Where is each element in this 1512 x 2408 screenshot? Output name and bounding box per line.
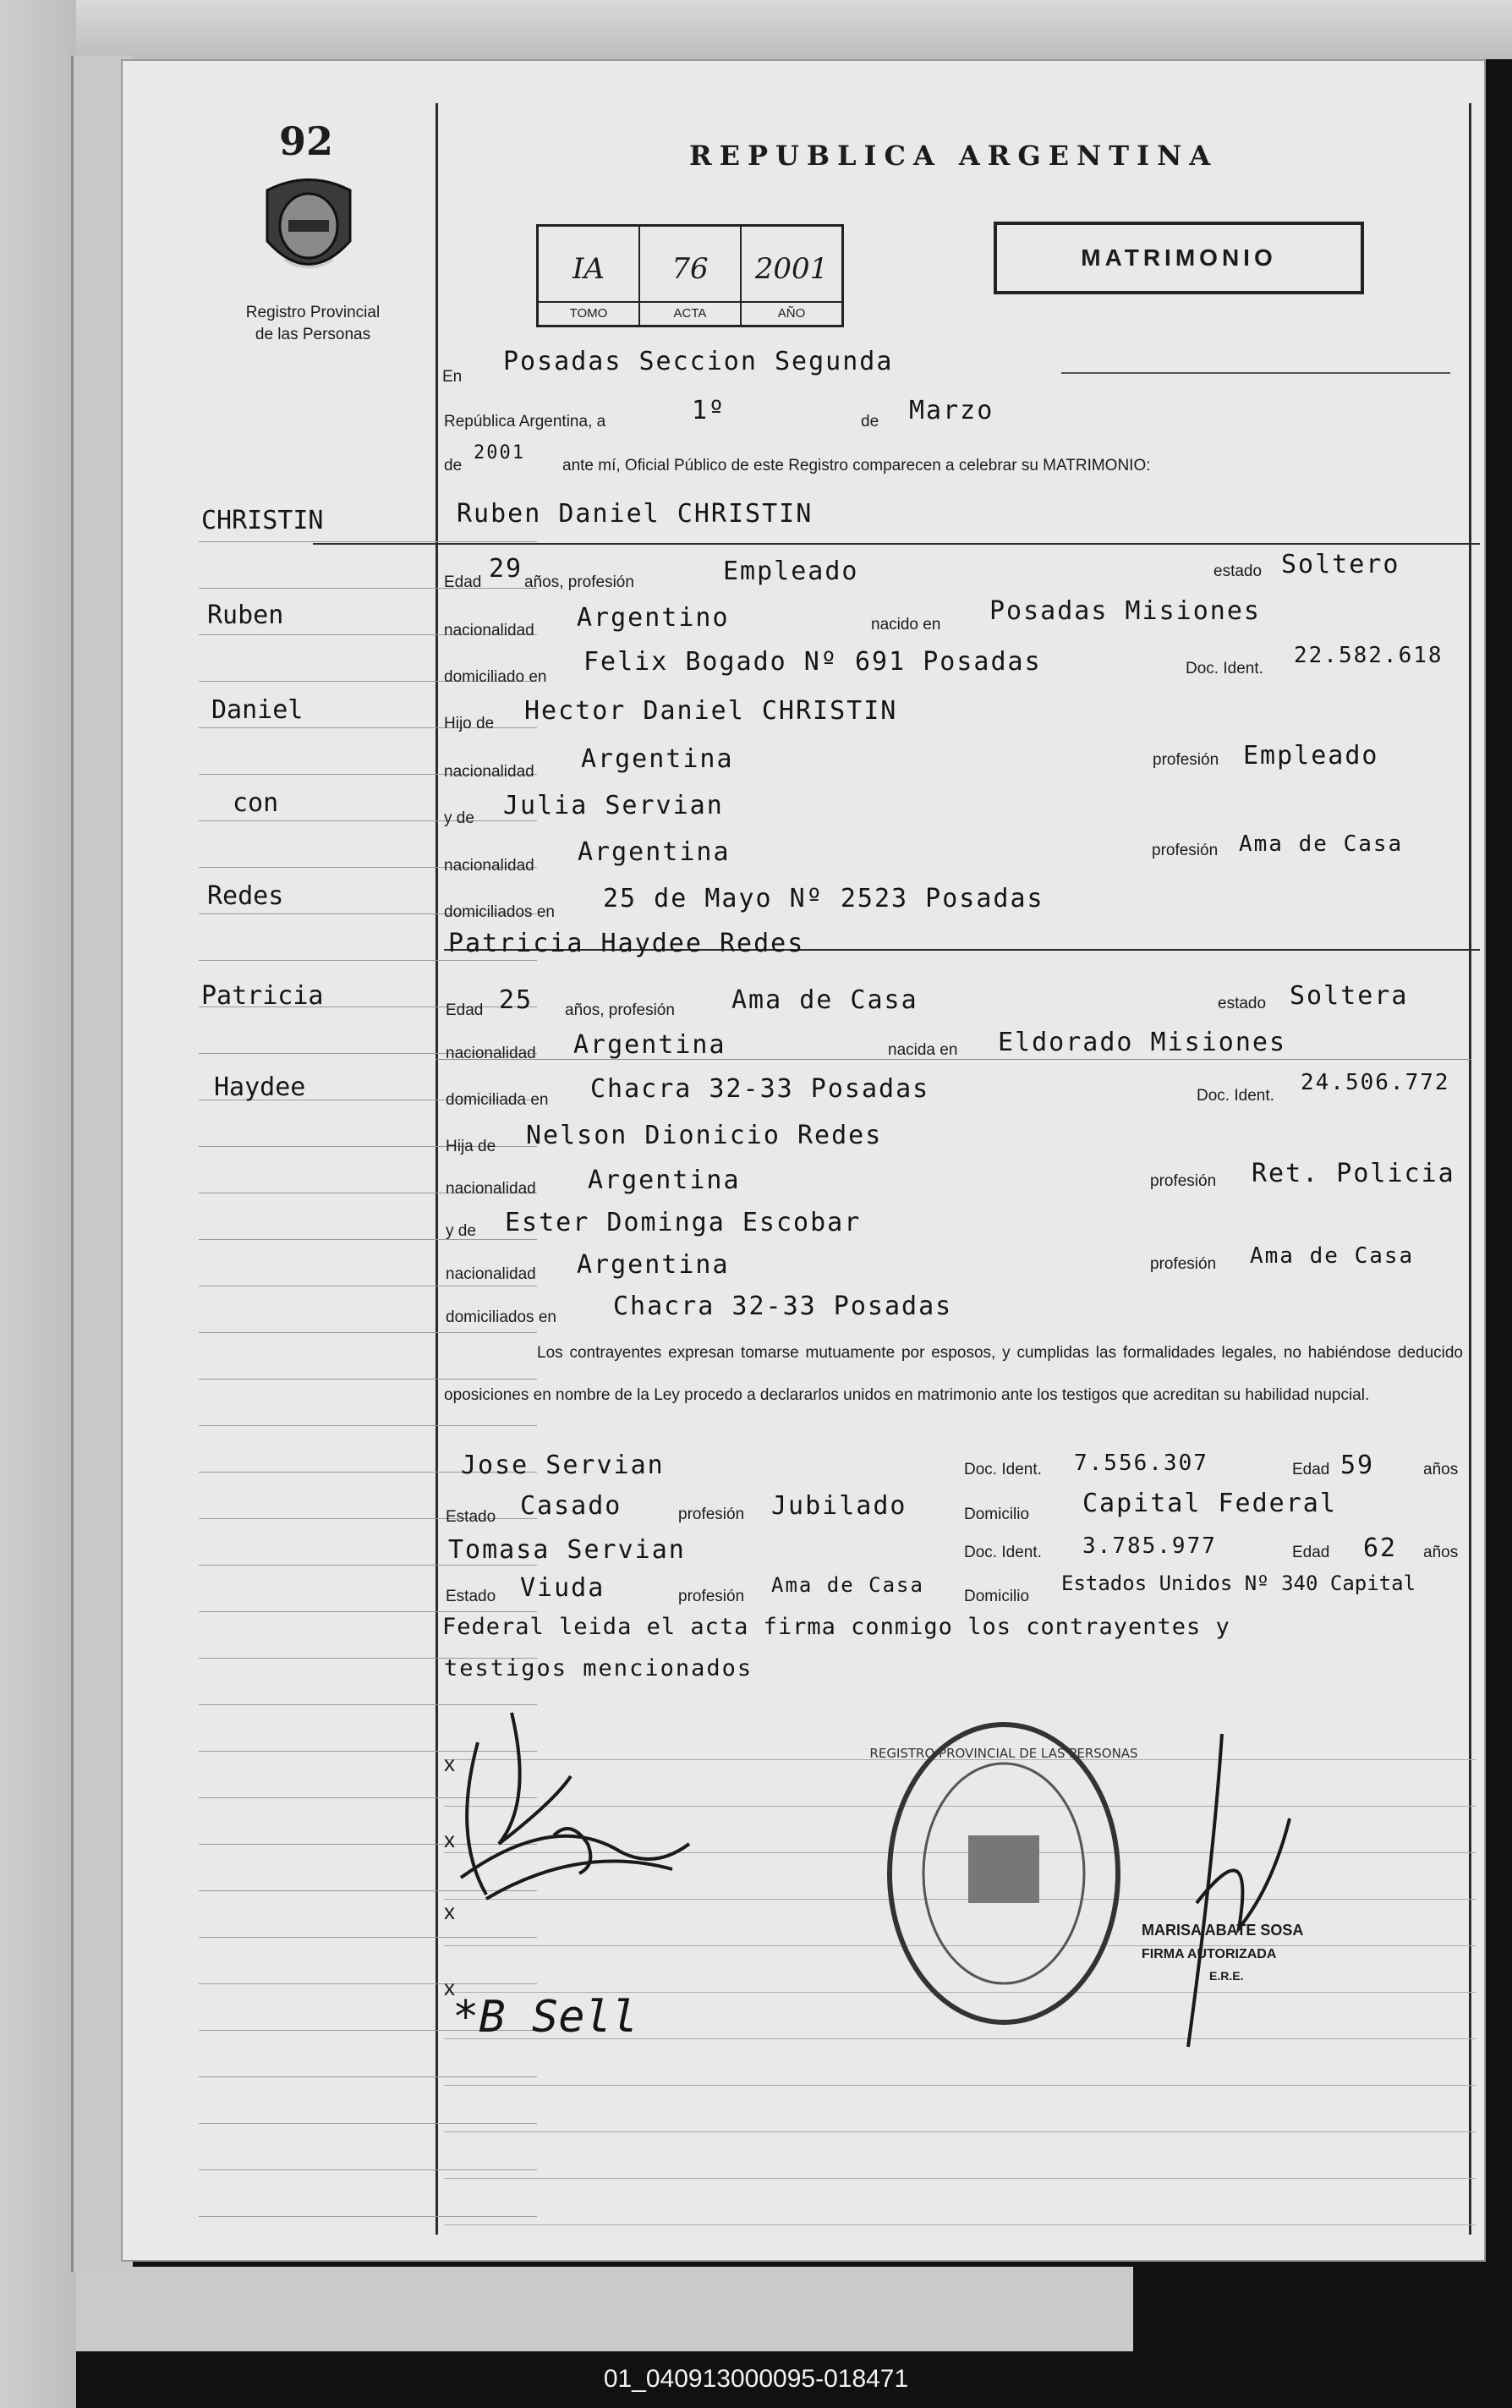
label-anos-prof: años, profesión	[565, 1001, 675, 1019]
groom-separator	[313, 543, 1480, 545]
act-type-box: MATRIMONIO	[994, 222, 1364, 294]
bride-name: Patricia Haydee Redes	[448, 929, 805, 958]
groom-nationality: Argentino	[577, 603, 730, 633]
groom-parents-address: 25 de Mayo Nº 2523 Posadas	[603, 884, 1044, 913]
bride-doc: 24.506.772	[1301, 1070, 1450, 1095]
witness-2-status: Viuda	[520, 1573, 605, 1603]
label-nacionalidad: nacionalidad	[446, 1265, 536, 1283]
groom-age: 29	[489, 554, 523, 584]
groom-mother-nationality: Argentina	[578, 837, 731, 867]
label-domicilio: Domicilio	[964, 1506, 1030, 1523]
tomo-cell	[539, 227, 640, 325]
ano-value: 2001	[754, 252, 829, 286]
label-edad: Edad	[1292, 1544, 1330, 1561]
margin-rule	[199, 1611, 537, 1612]
bride-mother-nationality: Argentina	[577, 1250, 730, 1280]
official-seal-icon	[869, 1717, 1138, 2030]
witness-1-address: Capital Federal	[1082, 1489, 1337, 1518]
ano-label: AÑO	[742, 301, 841, 325]
groom-mother: Julia Servian	[503, 791, 724, 820]
groom-father-nationality: Argentina	[581, 744, 734, 774]
witness-2-address: Estados Unidos Nº 340 Capital	[1061, 1572, 1416, 1595]
bride-father-nationality: Argentina	[588, 1166, 741, 1195]
margin-name-5: Redes	[207, 881, 284, 911]
groom-doc: 22.582.618	[1294, 643, 1444, 668]
seal-text: REGISTRO PROVINCIAL DE LAS PERSONAS	[869, 1746, 1138, 1761]
declaration-text: Los contrayentes expresan tomarse mutuamente por esposos, y cumplidas las formalidades legales, no habiéndose deducido oposiciones en nombre de la Ley procedo a declararlos unidos en matrimonio ante los testigos que acreditan su habilidad nupcial.	[444, 1344, 1463, 1404]
label-de2: de	[444, 457, 463, 474]
provincial-coat-of-arms-icon	[259, 173, 359, 285]
label-nacionalidad: nacionalidad	[444, 763, 534, 781]
label-doc: Doc. Ident.	[964, 1544, 1042, 1561]
official-title-stamp: FIRMA AUTORIZADA	[1142, 1947, 1277, 1961]
margin-rule	[199, 2123, 537, 2124]
acta-label: ACTA	[640, 301, 740, 325]
witness-1-name: Jose Servian	[461, 1451, 665, 1480]
label-domiciliados-en: domiciliados en	[446, 1308, 556, 1326]
margin-rule	[199, 1565, 537, 1566]
groom-birthplace: Posadas Misiones	[989, 596, 1261, 626]
groom-mother-profession: Ama de Casa	[1239, 831, 1404, 857]
witness-signature: *B Sell	[452, 1992, 638, 2043]
office-line-1: Registro Provincial	[245, 304, 381, 321]
witness-2-doc: 3.785.977	[1082, 1533, 1217, 1559]
label-estado: Estado	[446, 1588, 496, 1605]
label-nacionalidad: nacionalidad	[444, 622, 534, 639]
label-nacionalidad: nacionalidad	[444, 857, 534, 875]
witness-1-status: Casado	[520, 1491, 622, 1521]
registry-number-box	[536, 224, 844, 327]
body-rule	[444, 2085, 1476, 2086]
label-en: En	[442, 368, 463, 386]
margin-rule	[199, 1937, 537, 1938]
label-anos-prof: años, profesión	[524, 573, 634, 591]
margin-divider	[436, 103, 438, 2235]
label-doc: Doc. Ident.	[1197, 1087, 1274, 1105]
label-anos: años	[1423, 1544, 1459, 1561]
label-de: de	[861, 413, 879, 431]
witness-2-profession: Ama de Casa	[771, 1573, 924, 1597]
bride-mother: Ester Dominga Escobar	[505, 1208, 862, 1237]
label-profesion: profesión	[678, 1506, 745, 1523]
date-month: Marzo	[909, 396, 994, 425]
label-domiciliados-en: domiciliados en	[444, 903, 555, 921]
body-rule	[444, 2224, 1476, 2225]
margin-rule	[199, 960, 537, 961]
margin-rule	[199, 1425, 537, 1426]
label-edad: Edad	[1292, 1461, 1330, 1478]
scan-background-left	[0, 0, 76, 2408]
date-year: 2001	[474, 442, 525, 463]
bride-parents-address: Chacra 32-33 Posadas	[613, 1292, 953, 1321]
bride-father: Nelson Dionicio Redes	[526, 1121, 883, 1150]
margin-name-6: Patricia	[201, 981, 324, 1011]
ano-cell	[742, 227, 841, 325]
bride-father-profession: Ret. Policia	[1252, 1159, 1455, 1188]
official-code-stamp: E.R.E.	[1209, 1969, 1244, 1983]
acta-value: 76	[671, 252, 709, 286]
margin-rule	[199, 588, 537, 589]
label-doc: Doc. Ident.	[1186, 660, 1263, 677]
groom-profession: Empleado	[723, 557, 859, 586]
margin-name-1: CHRISTIN	[201, 506, 324, 535]
margin-name-2: Ruben	[207, 601, 284, 630]
bride-age: 25	[499, 985, 534, 1015]
groom-father-profession: Empleado	[1243, 741, 1379, 771]
intro-text: ante mí, Oficial Público de este Registro comparecen a celebrar su MATRIMONIO:	[562, 457, 1151, 474]
label-domiciliada-en: domiciliada en	[446, 1091, 549, 1109]
margin-rule	[199, 820, 537, 821]
witness-1-doc: 7.556.307	[1074, 1451, 1208, 1476]
label-rep-arg: República Argentina, a	[444, 413, 606, 431]
margin-rule	[199, 2076, 537, 2077]
label-domiciliado-en: domiciliado en	[444, 668, 547, 686]
label-estado: estado	[1213, 562, 1263, 580]
label-profesion: profesión	[1150, 1172, 1217, 1190]
bride-profession: Ama de Casa	[731, 985, 918, 1015]
label-hija-de: Hija de	[446, 1138, 496, 1155]
label-domicilio: Domicilio	[964, 1588, 1030, 1605]
margin-rule	[199, 2169, 537, 2170]
witness-2-name: Tomasa Servian	[448, 1535, 686, 1565]
label-y-de: y de	[444, 809, 474, 827]
country-heading: REPUBLICA ARGENTINA	[689, 140, 1219, 172]
closing-line-1: Federal leida el acta firma conmigo los contrayentes y	[442, 1614, 1230, 1640]
label-profesion: profesión	[678, 1588, 745, 1605]
spouse-signatures-icon	[452, 1700, 715, 1928]
margin-rule	[199, 541, 537, 542]
fill-line	[1061, 372, 1450, 374]
office-line-2: de las Personas	[255, 326, 371, 343]
scan-background-top	[0, 0, 1512, 59]
margin-name-4: con	[233, 788, 279, 818]
signature-mark: x	[444, 1751, 455, 1776]
label-nacido-en: nacido en	[871, 616, 941, 634]
groom-name: Ruben Daniel CHRISTIN	[457, 499, 814, 529]
margin-name-7: Haydee	[214, 1072, 306, 1102]
official-name-stamp: MARISA ABATE SOSA	[1142, 1922, 1304, 1939]
folio-number: 92	[279, 118, 334, 164]
bride-nationality: Argentina	[573, 1030, 726, 1060]
registry-office-name	[203, 302, 423, 346]
closing-line-2: testigos mencionados	[444, 1655, 753, 1681]
label-estado: estado	[1218, 995, 1267, 1012]
body-rule	[444, 2178, 1476, 2179]
signature-mark: x	[444, 1827, 455, 1852]
bride-address: Chacra 32-33 Posadas	[590, 1074, 930, 1104]
tomo-label: TOMO	[539, 301, 638, 325]
witness-2-age: 62	[1363, 1533, 1398, 1563]
label-edad: Edad	[444, 573, 482, 591]
body-rule	[444, 2131, 1476, 2132]
label-nacionalidad: nacionalidad	[446, 1180, 536, 1198]
bride-status: Soltera	[1290, 981, 1409, 1011]
groom-address: Felix Bogado Nº 691 Posadas	[583, 647, 1042, 677]
margin-name-3: Daniel	[211, 695, 304, 725]
signature-mark: x	[444, 1975, 455, 2000]
label-nacionalidad: nacionalidad	[446, 1045, 536, 1062]
date-day: 1º	[692, 396, 726, 425]
bride-birthplace: Eldorado Misiones	[998, 1028, 1287, 1057]
label-anos: años	[1423, 1461, 1459, 1478]
image-id-caption: 01_040913000095-018471	[603, 2365, 909, 2393]
acta-cell	[640, 227, 742, 325]
witness-1-age: 59	[1340, 1451, 1375, 1480]
label-edad: Edad	[446, 1001, 484, 1019]
witness-1-profession: Jubilado	[771, 1491, 907, 1521]
label-nacida-en: nacida en	[888, 1041, 958, 1059]
margin-rule	[199, 1983, 537, 1984]
margin-rule	[199, 2216, 537, 2217]
label-profesion: profesión	[1152, 842, 1219, 859]
label-profesion: profesión	[1153, 751, 1219, 769]
groom-status: Soltero	[1281, 550, 1400, 579]
place-value: Posadas Seccion Segunda	[503, 347, 894, 376]
margin-rule	[199, 1239, 537, 1240]
groom-father: Hector Daniel CHRISTIN	[524, 696, 898, 726]
label-doc: Doc. Ident.	[964, 1461, 1042, 1478]
underlying-sheet	[76, 2267, 1133, 2351]
label-profesion: profesión	[1150, 1255, 1217, 1273]
tomo-value: IA	[572, 252, 605, 286]
bride-mother-profession: Ama de Casa	[1250, 1243, 1415, 1269]
right-border	[1469, 103, 1471, 2235]
label-estado: Estado	[446, 1508, 496, 1526]
signature-mark: x	[444, 1899, 455, 1924]
label-hijo-de: Hijo de	[444, 715, 495, 732]
label-y-de: y de	[446, 1222, 476, 1240]
official-signature-icon	[1137, 1734, 1307, 2055]
